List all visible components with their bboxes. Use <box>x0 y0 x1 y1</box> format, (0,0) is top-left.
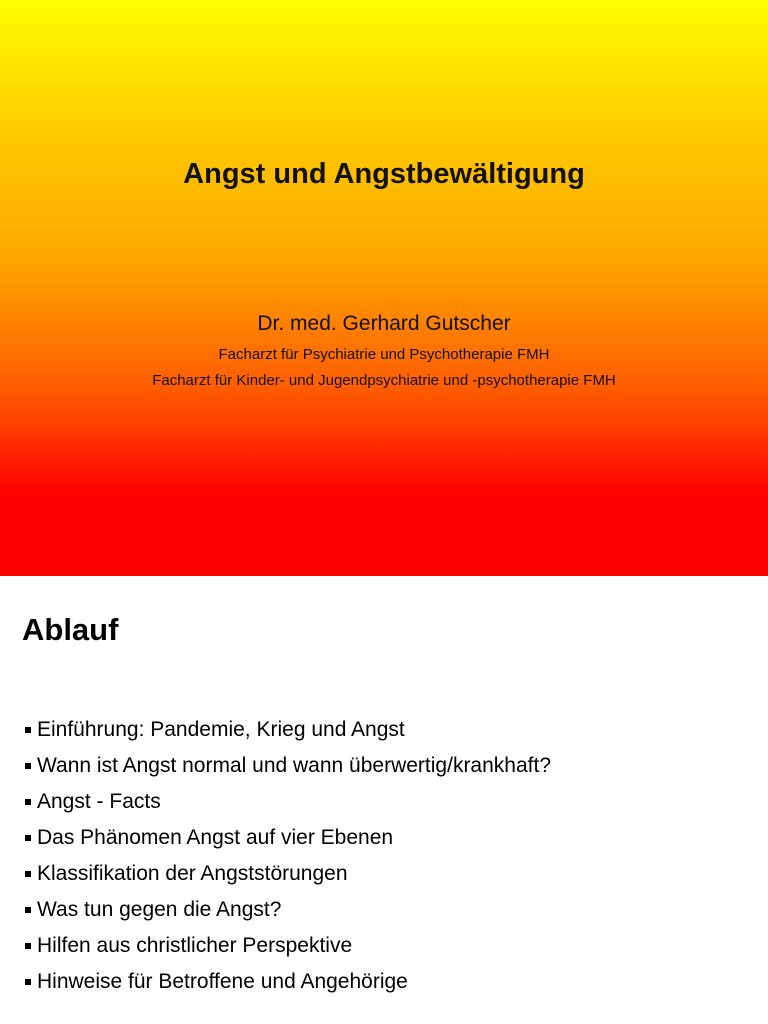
bullet-icon <box>25 871 31 877</box>
list-item <box>25 784 551 820</box>
agenda-slide <box>0 576 768 1024</box>
list-item-text: Was tun gegen die Angst? <box>37 898 282 921</box>
list-item-text: Hinweise für Betroffene und Angehörige <box>37 970 408 993</box>
bullet-icon <box>25 763 31 769</box>
bullet-icon <box>25 799 31 805</box>
list-item-text: Hilfen aus christlicher Perspektive <box>37 934 353 957</box>
list-item <box>25 820 551 856</box>
slide-title: Angst und Angstbewältigung <box>183 158 585 190</box>
list-item <box>25 964 551 1000</box>
list-item-text: Angst - Facts <box>37 790 161 813</box>
bullet-icon <box>25 727 31 733</box>
list-item-text: Wann ist Angst normal und wann überwertig/krankhaft? <box>37 754 551 777</box>
list-item <box>25 892 551 928</box>
list-item <box>25 856 551 892</box>
bullet-icon <box>25 835 31 841</box>
credential-line-1: Facharzt für Psychiatrie und Psychotherapie FMH <box>218 346 550 363</box>
bullet-icon <box>25 907 31 913</box>
list-item <box>25 712 551 748</box>
list-item <box>25 748 551 784</box>
list-item-text: Einführung: Pandemie, Krieg und Angst <box>37 718 405 741</box>
list-item-text: Das Phänomen Angst auf vier Ebenen <box>37 826 394 849</box>
agenda-list <box>25 712 551 1000</box>
list-item-text: Klassifikation der Angststörungen <box>37 862 348 885</box>
author-name: Dr. med. Gerhard Gutscher <box>257 312 511 335</box>
list-item <box>25 928 551 964</box>
bullet-icon <box>25 943 31 949</box>
bullet-icon <box>25 979 31 985</box>
credential-line-2: Facharzt für Kinder- und Jugendpsychiatrie und -psychotherapie FMH <box>152 372 616 389</box>
agenda-heading: Ablauf <box>22 612 119 647</box>
